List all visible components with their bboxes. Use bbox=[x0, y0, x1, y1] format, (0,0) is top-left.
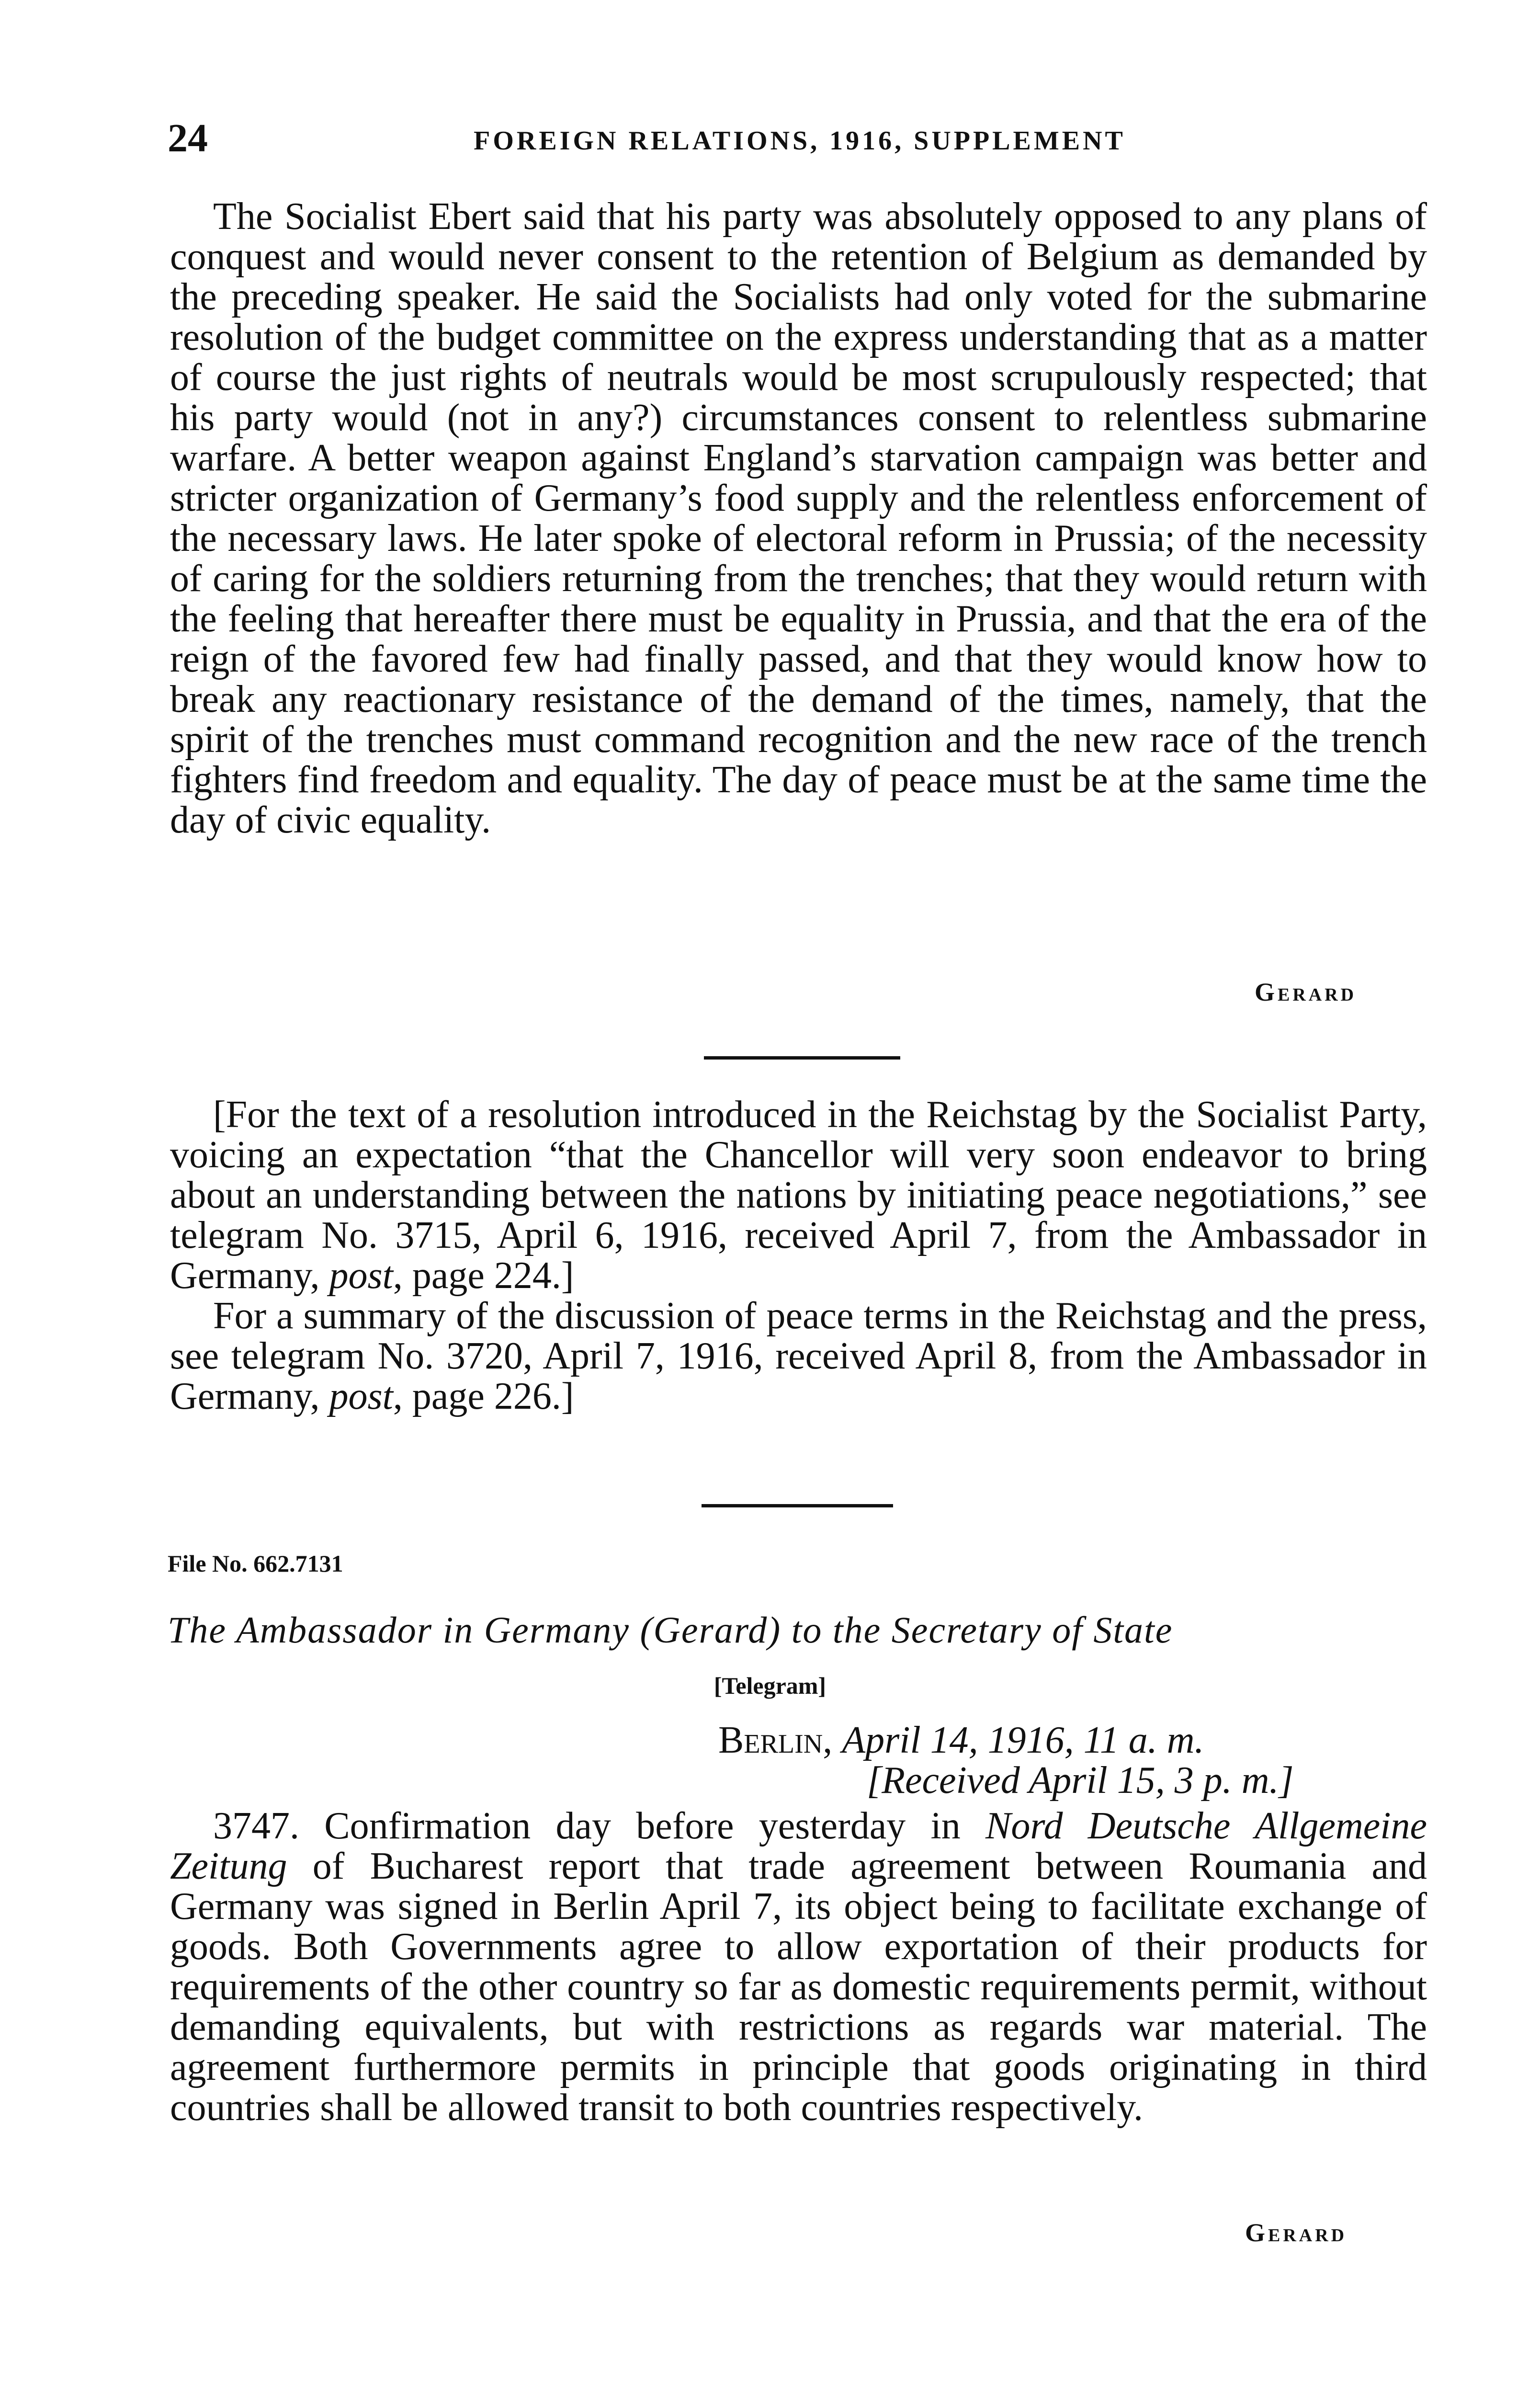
ebert-paragraph: The Socialist Ebert said that his party was absolutely opposed to any plans of conquest and would never consent to the retention of Belgium as demanded by the preceding speaker. He said the Socialists had only voted for the submarine resolution of the budget committee on the express understanding that as a matter of course the just rights of neutrals would be most scrupulously respected; that his party would (not in any?) circumstances consent to relentless submarine warfare. A better weapon against England’s starvation campaign was better and stricter organization of Germany’s food supply and the relentless enforcement of the necessary laws. He later spoke of electoral reform in Prussia; of the necessity of caring for the soldiers returning from the trenches; that they would return with the feeling that hereafter there must be equality in Prussia, and that the era of the reign of the favored few had finally passed, and that they would know how to break any reactionary resistance of the demand of the times, namely, that the spirit of the trenches must command recognition and the new race of the trench fighters find freedom and equality. The day of peace must be at the same time the day of civic equality. bbox=[170, 195, 1427, 841]
editorial-note-paragraph-2: For a summary of the discussion of peace terms in the Reichstag and the press, see telegram No. 3720, April 7, 1916, received April 8, from the Ambassador in Germany, post, page 226.] bbox=[170, 1295, 1427, 1417]
received-line: [Received April 15, 3 p. m.] bbox=[867, 1759, 1294, 1802]
section-divider-1 bbox=[704, 1056, 900, 1060]
telegram-paragraph: 3747. Confirmation day before yesterday in Nord Deutsche Allgemeine Zeitung of Bucharest report that trade agreement between Roumania and Germany was signed in Berlin April 7, its object being to facilitate exchange of goods. Both Governments agree to allow exportation of their products for requirements of the other country so far as domestic requirements permit, without demanding equivalents, but with restrictions as regards war material. The agreement furthermore permits in principle that goods originating in third countries shall be allowed transit to both countries respectively. bbox=[170, 1805, 1427, 2129]
file-number: File No. 662.7131 bbox=[168, 1550, 343, 1577]
dateline-place: Berlin bbox=[718, 1719, 823, 1761]
document-title: The Ambassador in Germany (Gerard) to the Secretary of State bbox=[168, 1609, 1173, 1651]
editorial-note-paragraph-1: [For the text of a resolution introduced in the Reichstag by the Socialist Party, voicing an expectation “that the Chancellor will very soon endeavor to bring about an understanding between the nations by initiating peace negotiations,” see telegram No. 3715, April 6, 1916, received April 7, from the Ambassador in Germany, post, page 224.] bbox=[170, 1094, 1427, 1297]
telegram-body bbox=[170, 1806, 1427, 2128]
signature-gerard-2: Gerard bbox=[1245, 2218, 1348, 2247]
running-head: FOREIGN RELATIONS, 1916, SUPPLEMENT bbox=[474, 126, 1126, 156]
dateline-date: April 14, 1916, 11 a. m. bbox=[842, 1719, 1204, 1761]
signature-gerard-1: Gerard bbox=[1255, 978, 1357, 1006]
section-divider-2 bbox=[702, 1504, 893, 1507]
ebert-paragraph-block bbox=[170, 196, 1427, 840]
editorial-note bbox=[170, 1095, 1427, 1416]
dateline: Berlin, April 14, 1916, 11 a. m. bbox=[718, 1719, 1204, 1761]
telegram-label: [Telegram] bbox=[713, 1672, 827, 1699]
page-number: 24 bbox=[168, 116, 208, 160]
page-header bbox=[168, 115, 1432, 168]
